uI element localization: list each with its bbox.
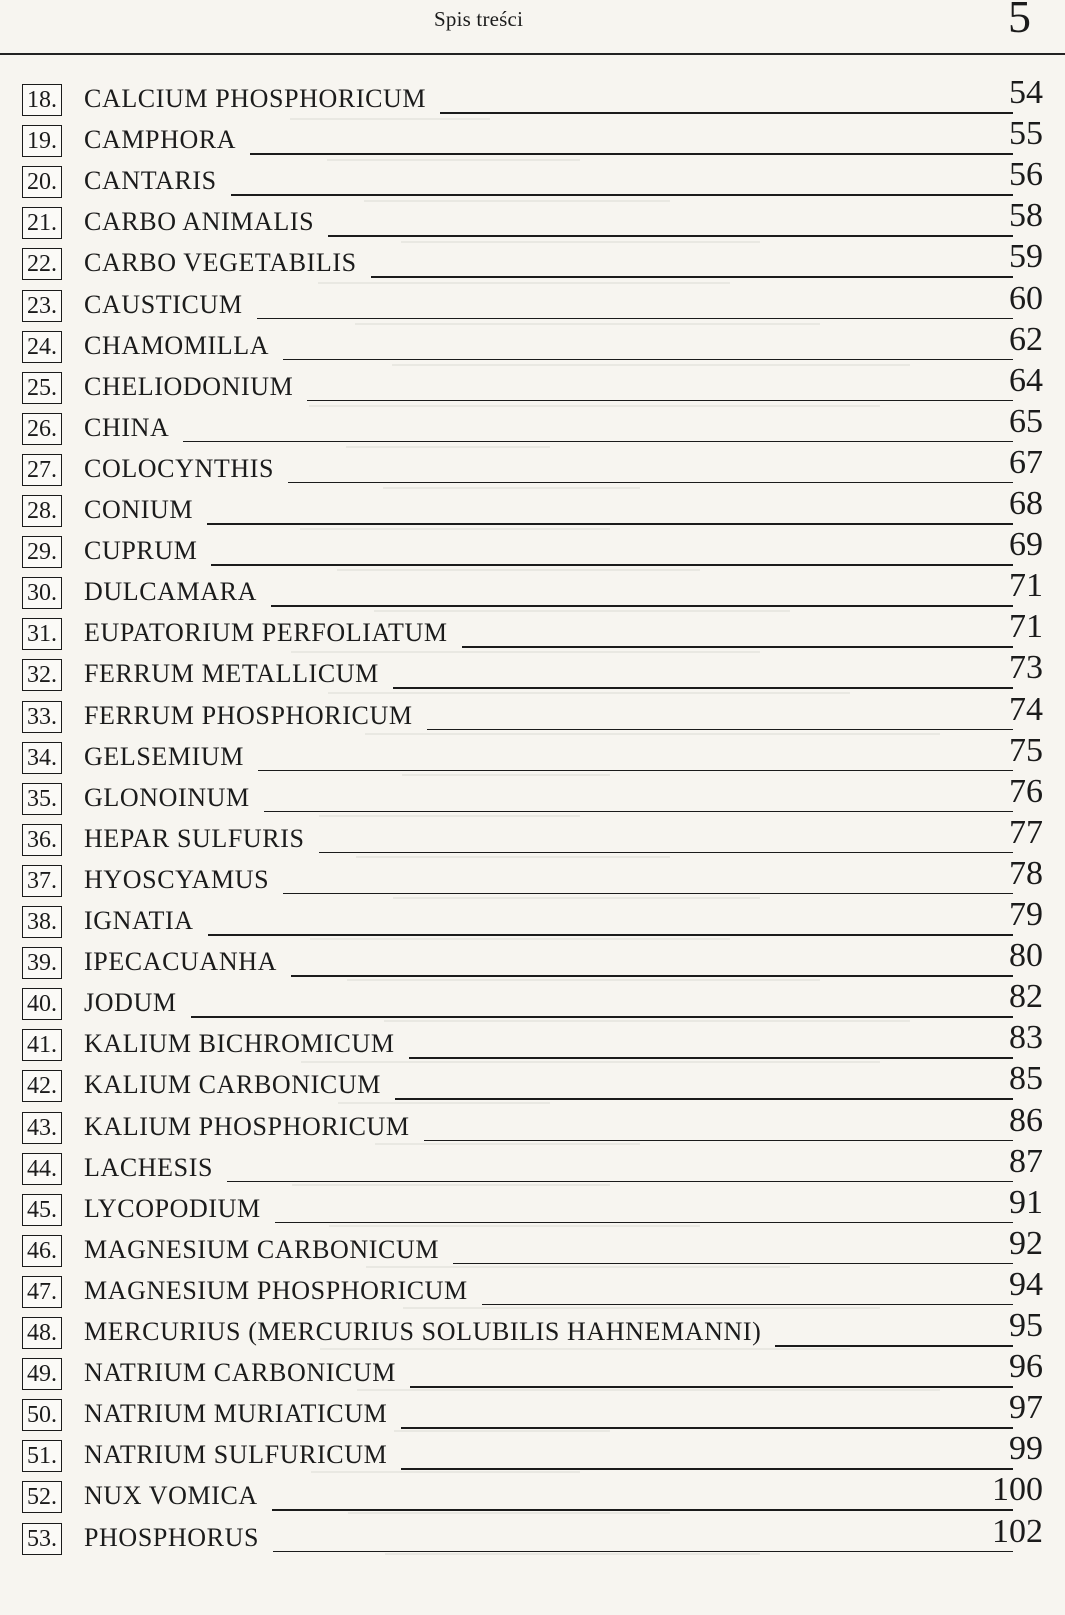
leader-line: [482, 1304, 1013, 1306]
entry-title: GELSEMIUM: [84, 741, 244, 771]
entry-number-box: 52.: [22, 1481, 62, 1513]
toc-entry: [0, 526, 1065, 570]
leader-line: [462, 646, 1013, 648]
toc-entry: [0, 731, 1065, 776]
leader-line: [275, 1222, 1013, 1224]
leader-line: [401, 1427, 1013, 1429]
toc-entry: [0, 978, 1065, 1022]
toc-entry: [0, 937, 1065, 981]
entry-page-number: 71: [1009, 608, 1043, 646]
leader-line: [424, 1140, 1013, 1142]
entry-page-number: 54: [1009, 74, 1043, 111]
leader-line: [393, 687, 1013, 689]
entry-number-box: 50.: [22, 1399, 62, 1431]
leader-line: [191, 1016, 1013, 1018]
leader-line: [401, 1468, 1013, 1470]
entry-page-number: 78: [1009, 854, 1043, 892]
entry-number-box: 30.: [22, 577, 62, 609]
toc-entry: [0, 690, 1065, 735]
entry-page-number: 102: [992, 1512, 1043, 1550]
entry-number-box: 34.: [22, 742, 62, 774]
toc-entry: [0, 74, 1065, 118]
leader-line: [211, 564, 1013, 566]
leader-line: [283, 359, 1013, 361]
leader-line: [410, 1386, 1013, 1388]
leader-line: [250, 153, 1013, 155]
entry-page-number: 99: [1009, 1430, 1043, 1468]
entry-number-box: 46.: [22, 1235, 62, 1267]
toc-entry: [0, 402, 1065, 447]
toc-entry: [0, 115, 1065, 159]
leader-line: [328, 235, 1013, 237]
entry-title: MAGNESIUM PHOSPHORICUM: [84, 1275, 468, 1305]
entry-page-number: 95: [1009, 1307, 1043, 1344]
toc-entry: [0, 567, 1065, 611]
entry-page-number: 73: [1009, 649, 1043, 687]
toc-entry: [0, 1019, 1065, 1063]
entry-title: HEPAR SULFURIS: [84, 823, 305, 853]
leader-line: [409, 1057, 1013, 1059]
entry-title: KALIUM PHOSPHORICUM: [84, 1111, 410, 1141]
entry-page-number: 82: [1009, 978, 1043, 1016]
entry-title: MERCURIUS (MERCURIUS SOLUBILIS HAHNEMANNI): [84, 1317, 762, 1346]
entry-title: MAGNESIUM CARBONICUM: [84, 1234, 440, 1264]
toc-entry: [0, 156, 1065, 200]
leader-line: [272, 1509, 1013, 1511]
header-rule: [0, 53, 1065, 55]
toc-entry: [0, 813, 1065, 858]
entry-title: KALIUM BICHROMICUM: [84, 1029, 395, 1059]
toc-entry: [0, 1348, 1065, 1392]
toc-entry: [0, 854, 1065, 899]
leader-line: [395, 1098, 1013, 1100]
leader-line: [291, 975, 1013, 977]
entry-page-number: 92: [1009, 1224, 1043, 1262]
toc-entry: [0, 1224, 1065, 1269]
entry-title: NATRIUM SULFURICUM: [84, 1440, 388, 1470]
entry-title: DULCAMARA: [84, 577, 257, 607]
leader-line: [183, 441, 1013, 443]
toc-entry: [0, 896, 1065, 940]
entry-number-box: 33.: [22, 701, 62, 733]
entry-number-box: 43.: [22, 1112, 62, 1144]
entry-number-box: 26.: [22, 413, 62, 445]
toc-entry: [0, 1101, 1065, 1146]
entry-title: PHOSPHORUS: [84, 1522, 260, 1552]
entry-page-number: 76: [1009, 772, 1043, 810]
entry-number-box: 31.: [22, 618, 62, 650]
toc-entry: [0, 361, 1065, 406]
leader-line: [319, 852, 1013, 854]
entry-number-box: 41.: [22, 1029, 62, 1061]
toc-entry: [0, 772, 1065, 817]
leader-line: [258, 770, 1013, 772]
entry-page-number: 55: [1009, 115, 1043, 153]
entry-title: FERRUM METALLICUM: [84, 659, 379, 689]
leader-line: [208, 934, 1013, 936]
toc-entry: [0, 608, 1065, 652]
toc-entry: [0, 1142, 1065, 1187]
entry-number-box: 40.: [22, 988, 62, 1020]
entry-number-box: 19.: [22, 125, 62, 157]
entry-number-box: 53.: [22, 1523, 62, 1555]
toc-entry: [0, 443, 1065, 488]
toc-entry: [0, 1183, 1065, 1228]
entry-page-number: 85: [1009, 1060, 1043, 1098]
entry-title: COLOCYNTHIS: [84, 453, 275, 483]
leader-line: [207, 523, 1013, 525]
leader-line: [231, 194, 1013, 196]
entry-page-number: 69: [1009, 526, 1043, 564]
entry-title: CARBO ANIMALIS: [84, 207, 315, 237]
leader-line: [257, 318, 1013, 320]
entry-number-box: 32.: [22, 659, 62, 691]
toc-entry: [0, 1512, 1065, 1557]
toc-entry: [0, 485, 1065, 529]
leader-line: [283, 893, 1013, 895]
entry-number-box: 51.: [22, 1440, 62, 1472]
entry-number-box: 44.: [22, 1153, 62, 1185]
entry-title: HYOSCYAMUS: [84, 864, 270, 894]
toc-entry: [0, 1389, 1065, 1433]
toc-entry: [0, 279, 1065, 324]
entry-page-number: 58: [1009, 197, 1043, 235]
entry-number-box: 27.: [22, 454, 62, 486]
leader-line: [427, 729, 1013, 731]
entry-number-box: 24.: [22, 331, 62, 363]
leader-line: [271, 605, 1013, 607]
entry-number-box: 49.: [22, 1358, 62, 1390]
toc-entry: [0, 238, 1065, 282]
leader-line: [264, 811, 1013, 813]
entry-title: LACHESIS: [84, 1152, 214, 1182]
entry-page-number: 71: [1009, 567, 1043, 605]
leader-line: [307, 400, 1013, 402]
entry-number-box: 20.: [22, 166, 62, 198]
entry-title: CHELIODONIUM: [84, 371, 294, 401]
entry-page-number: 68: [1009, 485, 1043, 522]
entry-page-number: 74: [1009, 690, 1043, 728]
leader-line: [440, 112, 1013, 114]
leader-line: [371, 276, 1013, 278]
entry-page-number: 80: [1009, 937, 1043, 975]
entry-title: FERRUM PHOSPHORICUM: [84, 700, 413, 730]
entry-title: NATRIUM CARBONICUM: [84, 1358, 396, 1388]
entry-number-box: 37.: [22, 865, 62, 897]
toc-entry: [0, 649, 1065, 693]
entry-page-number: 94: [1009, 1265, 1043, 1303]
entry-title: CUPRUM: [84, 536, 198, 566]
entry-page-number: 83: [1009, 1019, 1043, 1057]
entry-number-box: 35.: [22, 783, 62, 815]
entry-number-box: 42.: [22, 1070, 62, 1102]
entry-page-number: 56: [1009, 156, 1043, 194]
entry-title: CARBO VEGETABILIS: [84, 248, 357, 278]
entry-page-number: 65: [1009, 402, 1043, 440]
entry-page-number: 77: [1009, 813, 1043, 851]
running-title: Spis treści: [434, 7, 524, 31]
toc-entry: [0, 197, 1065, 241]
toc-entry: [0, 1060, 1065, 1104]
entry-number-box: 25.: [22, 372, 62, 404]
entry-title: GLONOINUM: [84, 782, 250, 812]
entry-title: NUX VOMICA: [84, 1481, 258, 1511]
entry-number-box: 45.: [22, 1194, 62, 1226]
entry-title: CALCIUM PHOSPHORICUM: [84, 84, 427, 113]
entry-page-number: 64: [1009, 361, 1043, 399]
leader-line: [288, 482, 1013, 484]
entry-title: NATRIUM MURIATICUM: [84, 1399, 388, 1429]
entry-page-number: 91: [1009, 1183, 1043, 1221]
entry-page-number: 87: [1009, 1142, 1043, 1180]
entry-page-number: 100: [992, 1471, 1043, 1509]
leader-line: [273, 1551, 1013, 1553]
entry-title: CAUSTICUM: [84, 289, 243, 319]
toc-entry: [0, 1307, 1065, 1351]
entry-page-number: 79: [1009, 896, 1043, 933]
entry-title: CHAMOMILLA: [84, 330, 270, 360]
entry-number-box: 38.: [22, 906, 62, 938]
entry-title: CANTARIS: [84, 166, 217, 196]
entry-page-number: 75: [1009, 731, 1043, 769]
entry-page-number: 67: [1009, 443, 1043, 481]
leader-line: [453, 1263, 1013, 1265]
entry-number-box: 36.: [22, 824, 62, 856]
toc-entry: [0, 1265, 1065, 1310]
toc-entry: [0, 1430, 1065, 1474]
entry-page-number: 97: [1009, 1389, 1043, 1427]
leader-line: [227, 1181, 1013, 1183]
entry-page-number: 59: [1009, 238, 1043, 276]
entry-number-box: 21.: [22, 207, 62, 239]
entry-title: EUPATORIUM PERFOLIATUM: [84, 618, 448, 648]
entry-number-box: 29.: [22, 536, 62, 568]
entry-title: CHINA: [84, 412, 170, 442]
entry-title: IPECACUANHA: [84, 947, 277, 977]
entry-title: JODUM: [84, 988, 177, 1018]
entry-page-number: 96: [1009, 1348, 1043, 1386]
entry-page-number: 86: [1009, 1101, 1043, 1139]
entry-title: LYCOPODIUM: [84, 1193, 261, 1223]
entry-title: CAMPHORA: [84, 125, 237, 155]
entry-title: IGNATIA: [84, 906, 194, 935]
entry-number-box: 47.: [22, 1276, 62, 1308]
entry-page-number: 62: [1009, 320, 1043, 358]
leader-line: [775, 1345, 1013, 1347]
entry-number-box: 39.: [22, 947, 62, 979]
entry-title: CONIUM: [84, 495, 194, 524]
entry-title: KALIUM CARBONICUM: [84, 1070, 381, 1100]
page-number: 5: [1008, 0, 1031, 42]
entry-number-box: 22.: [22, 248, 62, 280]
entry-page-number: 60: [1009, 279, 1043, 317]
entry-number-box: 23.: [22, 290, 62, 322]
toc-entry: [0, 1471, 1065, 1515]
page-header: [0, 0, 1065, 56]
entry-number-box: 18.: [22, 84, 62, 116]
entry-number-box: 28.: [22, 495, 62, 527]
toc-entry: [0, 320, 1065, 365]
entry-number-box: 48.: [22, 1317, 62, 1349]
